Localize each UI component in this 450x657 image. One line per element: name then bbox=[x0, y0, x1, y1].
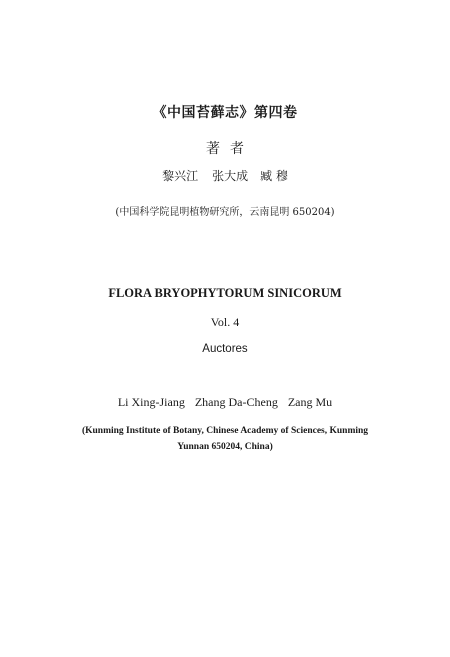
english-affiliation bbox=[0, 423, 450, 455]
english-affiliation-line: (Kunming Institute of Botany, Chinese Academy of Sciences, Kunming bbox=[81, 426, 369, 436]
english-author-names bbox=[0, 395, 450, 410]
chinese-author-names bbox=[0, 167, 450, 184]
english-author-name: Zhang Da-Cheng bbox=[194, 395, 278, 409]
chinese-authors-label: 著者 bbox=[206, 141, 254, 157]
chinese-author-name: 臧 穆 bbox=[260, 169, 288, 183]
english-book-title: FLORA BRYOPHYTORUM SINICORUM bbox=[108, 286, 342, 300]
chinese-affiliation: (中国科学院昆明植物研究所，云南昆明 650204) bbox=[115, 207, 335, 218]
chinese-author-name: 张大成 bbox=[212, 169, 249, 183]
volume-label: Vol. 4 bbox=[210, 315, 240, 329]
auctores-label: Auctores bbox=[202, 343, 248, 355]
chinese-book-title: 《中国苔藓志》第四卷 bbox=[152, 105, 298, 121]
english-affiliation-line: Yunnan 650204, China) bbox=[177, 442, 273, 452]
english-author-name: Zang Mu bbox=[287, 395, 333, 409]
chinese-author-name: 黎兴江 bbox=[162, 169, 199, 183]
english-author-name: Li Xing-Jiang bbox=[117, 395, 185, 409]
